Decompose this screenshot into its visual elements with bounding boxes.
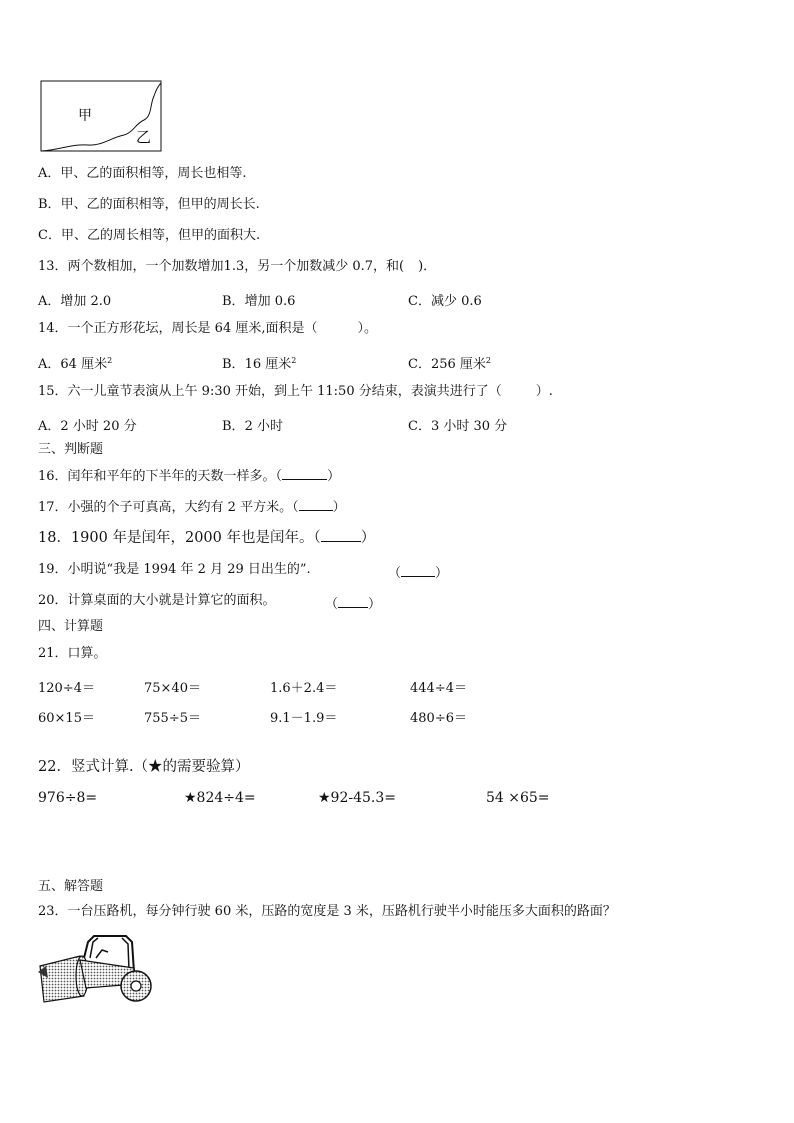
option-text: 16 厘米 [244, 357, 292, 372]
q15-stem [38, 384, 553, 400]
q20-answer-bracket [325, 593, 381, 612]
superscript: 2 [107, 356, 113, 365]
bracket-open: （ [388, 566, 402, 581]
q14-option-b[interactable] [222, 353, 296, 372]
question-number: 14． [38, 321, 68, 336]
question-number: 17． [38, 500, 68, 515]
answer-blank[interactable] [401, 565, 435, 577]
option-text: 甲、乙的面积相等，周长也相等. [60, 166, 247, 181]
question-text: 一个正方形花坛，周长是 64 厘米,面积是（ [67, 321, 318, 336]
option-letter: C． [408, 294, 431, 309]
q19-answer-bracket [388, 562, 448, 581]
bracket-close: ） [360, 530, 376, 546]
option-letter: A． [38, 357, 61, 372]
option-letter: C． [408, 357, 431, 372]
option-letter: B． [38, 197, 61, 212]
question-number: 18． [38, 530, 71, 546]
q13-option-b[interactable] [222, 290, 295, 309]
mental-math-item: 444÷4＝ [410, 681, 467, 696]
q12-option-b [38, 197, 260, 213]
q15-option-a[interactable] [38, 415, 137, 434]
question-text: 小强的个子可真高，大约有 2 平方米。（ [67, 500, 299, 515]
question-number: 16． [38, 469, 68, 484]
option-letter: B． [222, 419, 245, 434]
question-text-end: ）。 [357, 321, 378, 336]
section-heading-calculation: 四、计算题 [38, 619, 104, 634]
vertical-calc-item: 54 ×65= [486, 790, 550, 806]
answer-blank[interactable] [338, 596, 368, 608]
bracket-open: （ [325, 597, 339, 612]
option-text: 甲、乙的周长相等，但甲的面积大. [60, 228, 261, 243]
option-text: 增加 2.0 [60, 294, 112, 309]
mental-math-item: 75×40＝ [144, 681, 201, 696]
vertical-calc-item: ★92-45.3= [318, 790, 396, 806]
option-letter: B． [222, 357, 245, 372]
q18 [38, 529, 375, 547]
question-number: 15． [38, 384, 68, 399]
q12-option-c [38, 228, 260, 244]
vertical-calc-item: ★824÷4= [184, 790, 256, 806]
question-text: 口算。 [67, 646, 107, 661]
option-letter: A． [38, 419, 61, 434]
superscript: 2 [291, 356, 297, 365]
option-text: 256 厘米 [430, 357, 486, 372]
option-letter: C． [38, 228, 61, 243]
mental-math-item: 480÷6＝ [410, 711, 467, 726]
question-text: 小明说“我是 1994 年 2 月 29 日出生的”. [67, 562, 311, 577]
superscript: 2 [485, 356, 491, 365]
q21-heading [38, 646, 107, 662]
question-number: 20． [38, 593, 68, 608]
question-text: 竖式计算.（★的需要验算） [70, 759, 250, 775]
q19 [38, 562, 311, 578]
q15-option-b[interactable] [222, 415, 283, 434]
question-number: 13． [38, 259, 68, 274]
q22-heading [38, 758, 250, 776]
mental-math-item: 60×15＝ [38, 711, 95, 726]
option-letter: A． [38, 166, 61, 181]
mental-math-item: 9.1－1.9＝ [270, 711, 338, 726]
option-text: 2 小时 20 分 [60, 419, 137, 434]
question-number: 23． [38, 904, 68, 919]
question-text-end: ）. [535, 384, 553, 399]
answer-blank[interactable] [299, 499, 333, 511]
mental-math-item: 1.6＋2.4＝ [270, 681, 338, 696]
question-text: 计算桌面的大小就是计算它的面积。 [67, 593, 276, 608]
q16 [38, 468, 340, 485]
question-text: 闰年和平年的下半年的天数一样多。（ [67, 469, 283, 484]
q14-option-c[interactable] [408, 353, 491, 372]
option-letter: B． [222, 294, 245, 309]
option-letter: A． [38, 294, 61, 309]
question-number: 19． [38, 562, 68, 577]
figure-label-yi: 乙 [136, 128, 152, 146]
option-text: 甲、乙的面积相等，但甲的周长长. [60, 197, 260, 212]
option-text: 64 厘米 [60, 357, 108, 372]
answer-blank[interactable] [282, 468, 327, 480]
question-text: 六一儿童节表演从上午 9:30 开始，到上午 11:50 分结束，表演共进行了（ [67, 384, 502, 399]
question-text-end: )． [418, 259, 437, 274]
option-letter: C． [408, 419, 431, 434]
bracket-close: ） [332, 500, 346, 515]
q13-option-a[interactable] [38, 290, 111, 309]
mental-math-item: 755÷5＝ [144, 711, 201, 726]
figure-label-jia: 甲 [78, 108, 92, 124]
section-heading-true-false: 三、判断题 [38, 442, 104, 457]
area-comparison-figure [40, 80, 162, 152]
answer-blank[interactable] [321, 530, 361, 542]
q23 [38, 904, 616, 920]
q20 [38, 593, 276, 609]
option-text: 3 小时 30 分 [430, 419, 508, 434]
bracket-close: ） [368, 597, 382, 612]
q17 [38, 499, 346, 516]
question-number: 22． [38, 759, 71, 775]
bracket-close: ） [327, 469, 341, 484]
vertical-calc-item: 976÷8= [38, 790, 98, 806]
q15-option-c[interactable] [408, 415, 507, 434]
q13-option-c[interactable] [408, 290, 482, 309]
mental-math-item: 120÷4＝ [38, 681, 95, 696]
question-text: 1900 年是闰年，2000 年也是闰年。（ [70, 530, 321, 546]
question-text: 两个数相加，一个加数增加1.3，另一个加数减少 0.7，和( [67, 259, 405, 274]
bracket-close: ） [435, 566, 449, 581]
option-text: 减少 0.6 [430, 294, 482, 309]
question-number: 21． [38, 646, 68, 661]
option-text: 增加 0.6 [244, 294, 296, 309]
option-text: 2 小时 [244, 419, 283, 434]
q13-stem [38, 259, 436, 275]
q12-option-a [38, 166, 247, 182]
question-text: 一台压路机，每分钟行驶 60 米，压路的宽度是 3 米，压路机行驶半小时能压多大面积的路面？ [67, 904, 616, 919]
section-heading-word-problems: 五、解答题 [38, 879, 104, 894]
q14-stem [38, 321, 377, 337]
road-roller-illustration [36, 932, 154, 1006]
q14-option-a[interactable] [38, 353, 112, 372]
